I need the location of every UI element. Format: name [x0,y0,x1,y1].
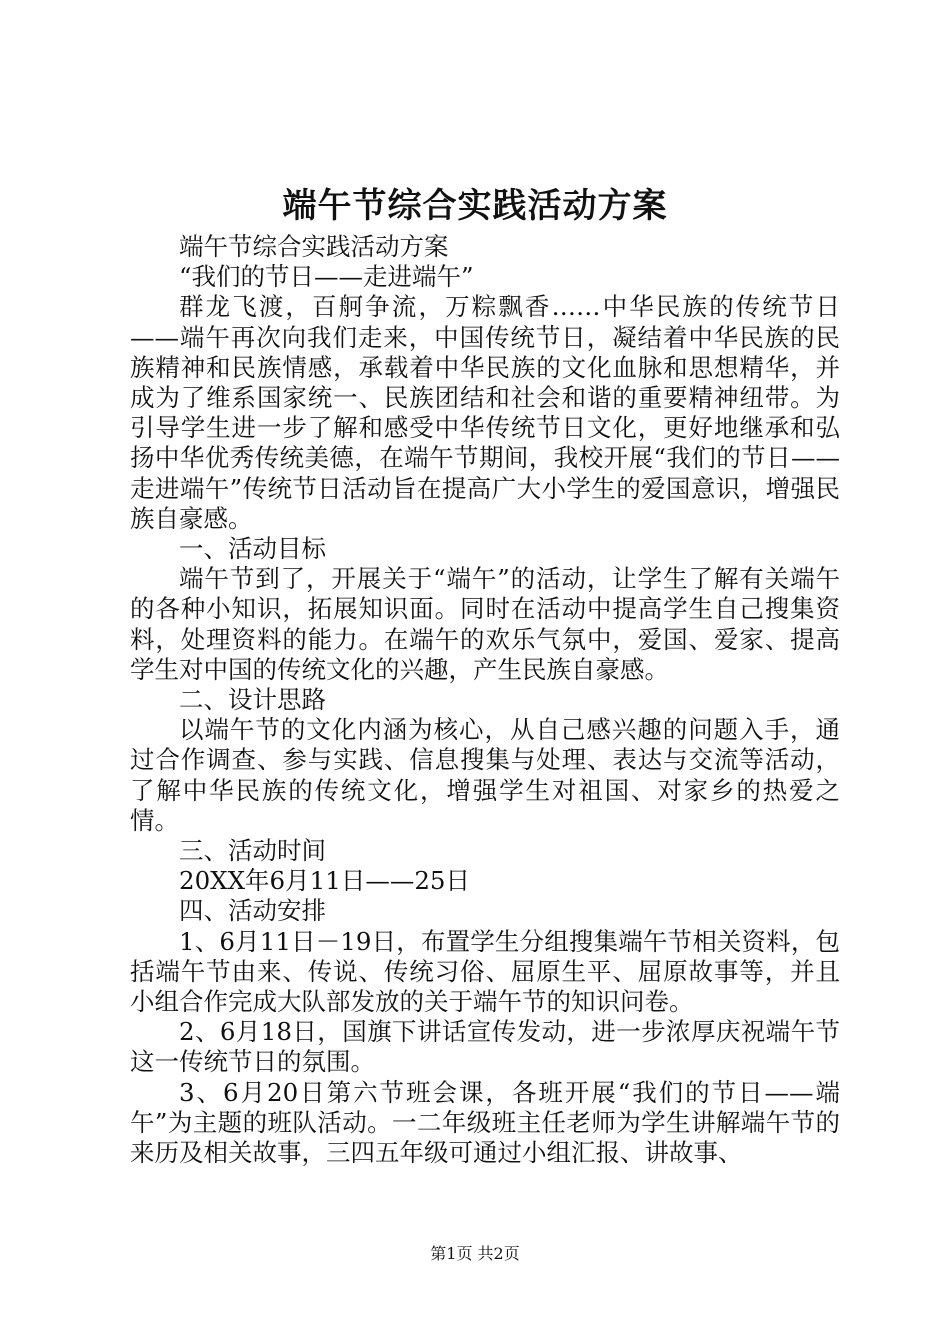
paragraph-schedule-2: 2、6月18日，国旗下讲话宣传发动，进一步浓厚庆祝端午节这一传统节日的氛围。 [130,1017,840,1077]
paragraph-schedule-1: 1、6月11日－19日，布置学生分组搜集端午节相关资料，包括端午节由来、传说、传统习俗、屈原生平、屈原故事等，并且小组合作完成大队部发放的关于端午节的知识问卷。 [130,926,840,1017]
page-footer: 第1页 共2页 [430,1244,520,1263]
section-heading-time: 三、活动时间 [179,836,326,866]
paragraph-theme: “我们的节日——走进端午” [179,262,474,292]
paragraph-schedule-3: 3、6月20日第六节班会课，各班开展“我们的节日——端午”为主题的班队活动。一二年级班主任老师为学生讲解端午节的来历及相关故事，三四五年级可通过小组汇报、讲故事、 [130,1077,840,1168]
paragraph-subtitle: 端午节综合实践活动方案 [179,232,449,261]
paragraph-time: 20XX年6月11日——25日 [179,866,470,896]
paragraph-goals: 端午节到了，开展关于“端午”的活动，让学生了解有关端午的各种小知识，拓展知识面。同时在活动中提高学生自己搜集资料，处理资料的能力。在端午的欢乐气氛中，爱国、爱家、提高学生对中国的传统文化的兴趣，产生民族自豪感。 [130,564,840,684]
document-body [130,232,840,1168]
paragraph-design: 以端午节的文化内涵为核心，从自己感兴趣的问题入手，通过合作调查、参与实践、信息搜集与处理、表达与交流等活动，了解中华民族的传统文化，增强学生对祖国、对家乡的热爱之情。 [130,715,840,835]
paragraph-intro: 群龙飞渡，百舸争流，万粽飘香……中华民族的传统节日——端午再次向我们走来，中国传统节日，凝结着中华民族的民族精神和民族情感，承载着中华民族的文化血脉和思想精华，并成为了维系国家统一、民族团结和社会和谐的重要精神纽带。为引导学生进一步了解和感受中华传统节日文化，更好地继承和弘扬中华优秀传统美德，在端午节期间，我校开展“我们的节日——走进端午”传统节日活动旨在提高广大小学生的爱国意识，增强民族自豪感。 [130,292,840,533]
section-heading-design: 二、设计思路 [179,685,326,715]
page-title: 端午节综合实践活动方案 [282,186,668,226]
section-heading-schedule: 四、活动安排 [179,896,326,926]
section-heading-goals: 一、活动目标 [179,534,326,564]
